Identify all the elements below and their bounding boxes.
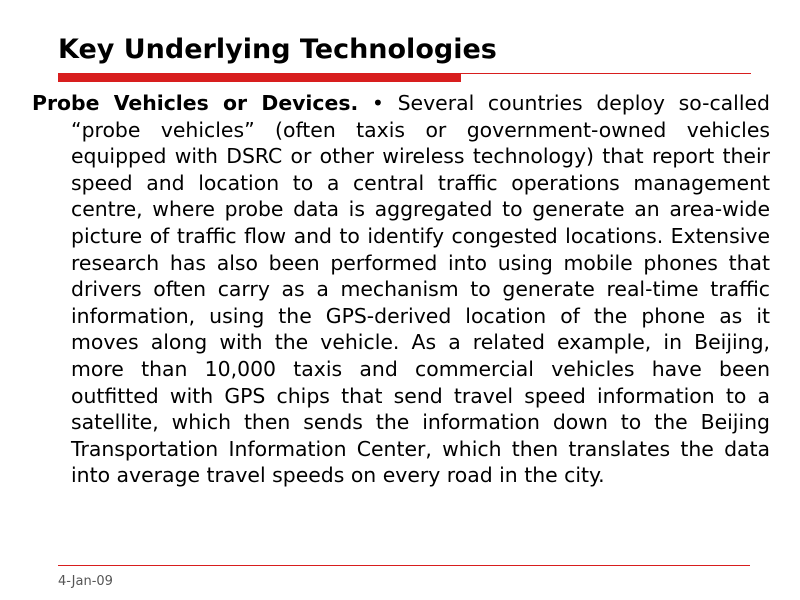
bullet-icon: • (371, 91, 384, 115)
paragraph-lead: Probe Vehicles or Devices. (32, 91, 359, 115)
paragraph-text: Several countries deploy so-called “probe vehicles” (often taxis or government-owned vehicles equipped with DSRC or other wireless technology) that report their speed and location to a central traffic operations management centre, where probe data is aggregated to generate an area-wide picture of traffic flow and to identify congested locations. Extensive research has also been performed into using mobile phones that drivers often carry as a mechanism to generate real-time traffic information, using the GPS-derived location of the phone as it moves along with the vehicle. As a related example, in Beijing, more than 10,000 taxis and commercial vehicles have been outfitted with GPS chips that send travel speed information to a satellite, which then sends the information down to the Beijing Transportation Information Center, which then translates the data into average travel speeds on every road in the city. (71, 91, 770, 488)
title-underline-bar (58, 73, 461, 82)
title-underline-rule (461, 73, 751, 74)
footer-rule (58, 565, 750, 566)
body-paragraph (32, 90, 770, 489)
footer-date: 4-Jan-09 (58, 574, 113, 589)
slide-title: Key Underlying Technologies (58, 34, 497, 65)
